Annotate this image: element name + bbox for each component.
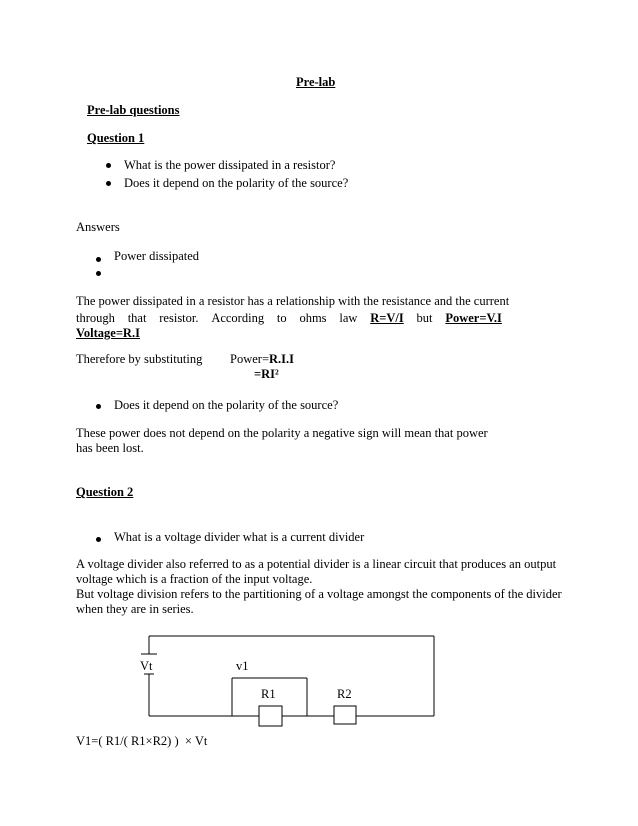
power-formula: Power=V.I	[445, 311, 502, 325]
paragraph-word: to	[276, 311, 287, 325]
paragraph-word: law	[339, 311, 358, 325]
substitution-expr: R.I.I	[269, 352, 295, 366]
ohms-law-formula: R=V/I	[370, 311, 404, 325]
section-heading: Pre-lab questions	[87, 103, 180, 117]
label-r2: R2	[337, 687, 352, 701]
list-item-text: Does it depend on the polarity of the source?	[124, 176, 349, 190]
paragraph-line: But voltage division refers to the partitioning of a voltage amongst the components of the divider	[76, 587, 562, 601]
paragraph-word: According	[211, 311, 265, 325]
page-title: Pre-lab	[296, 75, 336, 89]
paragraph-word: resistor.	[159, 311, 199, 325]
paragraph-line: has been lost.	[76, 441, 144, 455]
paragraph-word: that	[127, 311, 147, 325]
paragraph-line: The power dissipated in a resistor has a relationship with the resistance and the current	[76, 294, 510, 308]
label-v1: v1	[236, 659, 249, 673]
list-item-text: What is the power dissipated in a resistor?	[124, 158, 336, 172]
voltage-formula: Voltage=R.I	[76, 326, 140, 340]
paragraph-line: A voltage divider also referred to as a potential divider is a linear circuit that produces an output	[76, 557, 557, 571]
paragraph-line: These power does not depend on the polarity a negative sign will mean that power	[76, 426, 488, 440]
paragraph-word: but	[416, 311, 433, 325]
substitution-prefix: Power=	[230, 352, 269, 366]
label-r1: R1	[261, 687, 276, 701]
question1-heading: Question 1	[87, 131, 145, 145]
question2-heading: Question 2	[76, 485, 134, 499]
answers-heading: Answers	[76, 220, 120, 234]
divider-formula: V1=( R1/( R1×R2) ) × Vt	[76, 734, 208, 748]
paragraph-line: voltage which is a fraction of the input voltage.	[76, 572, 313, 586]
list-item-text: Does it depend on the polarity of the source?	[114, 398, 339, 412]
resistor-r2	[334, 706, 356, 724]
paragraph-word: ohms	[299, 311, 327, 325]
paragraph-word: through	[76, 311, 115, 325]
resistor-r1	[259, 706, 282, 726]
substitution-label: Therefore by substituting	[76, 352, 203, 366]
list-item-text: What is a voltage divider what is a current divider	[114, 530, 365, 544]
list-item-text: Power dissipated	[114, 249, 200, 263]
paragraph-line: when they are in series.	[76, 602, 194, 616]
substitution-result: =RI²	[254, 367, 279, 381]
label-vt: Vt	[140, 659, 153, 673]
